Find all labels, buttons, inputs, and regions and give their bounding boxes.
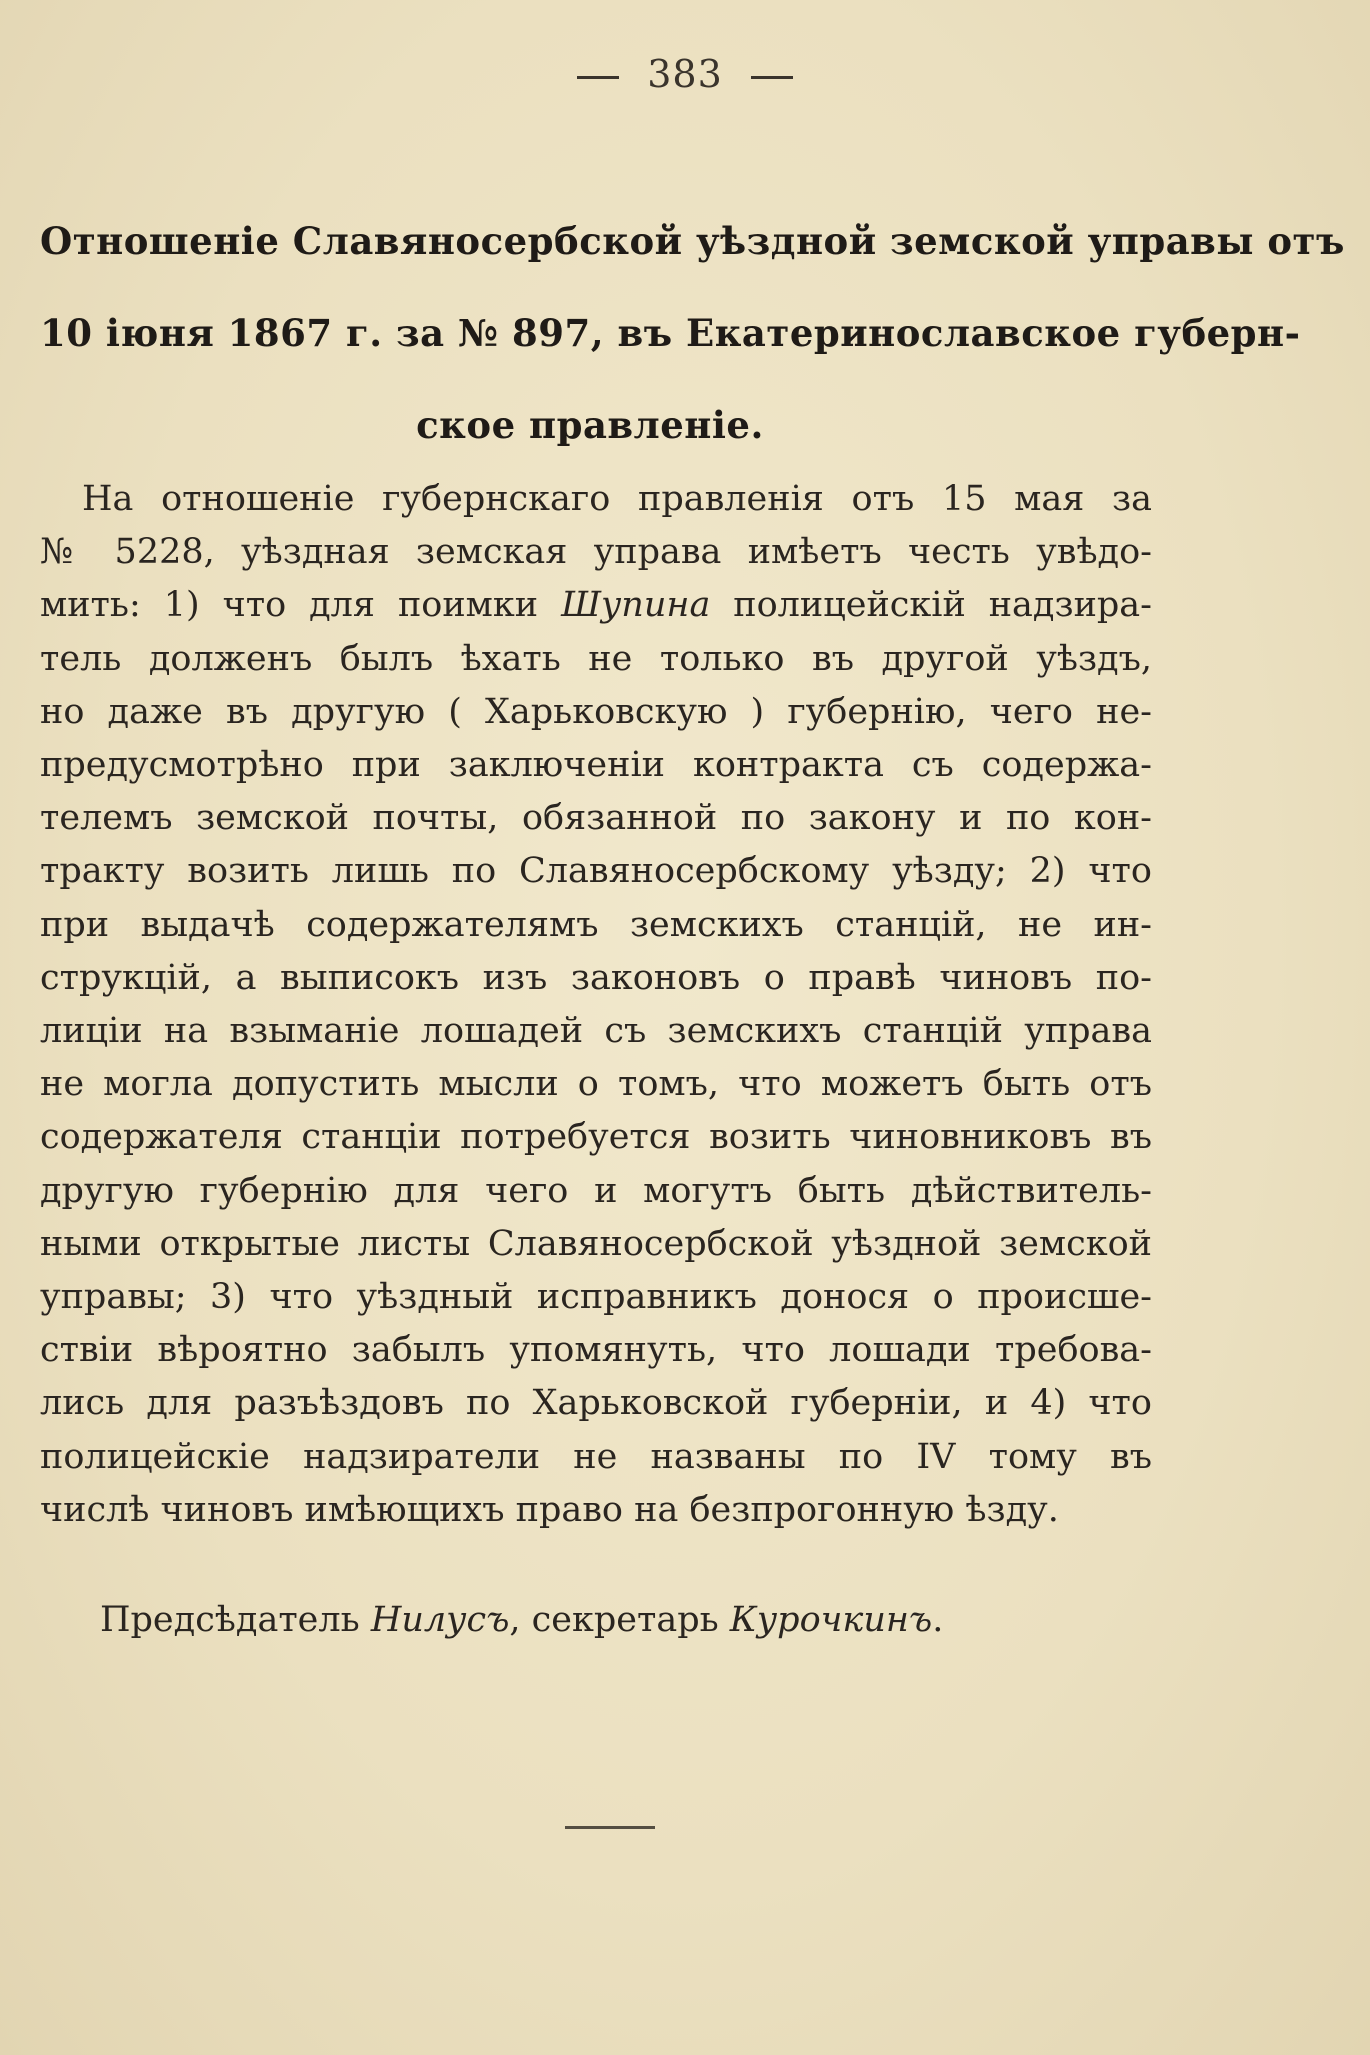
page-number: 383 [647,52,723,96]
body-line-text: но даже въ другую ( Харьковскую ) губернію, чего не- [40,691,1152,732]
body-line [40,579,1152,632]
body-line [40,473,1152,526]
body-line [40,633,1152,686]
title-line: 10 іюня 1867 г. за № 897, въ Екатеринославское губерн- [40,311,1301,355]
body-line [40,1111,1152,1164]
signature-end: . [932,1600,944,1640]
body-line [40,1271,1152,1324]
body-line-text: лиціи на взыманіе лошадей съ земскихъ станцій управа [40,1011,1152,1052]
body-line-text: предусмотрѣно при заключеніи контракта съ содержа- [40,745,1152,786]
body-line-text: полицейскіе надзиратели не названы по IV тому въ [40,1436,1152,1477]
document-title [40,195,1345,471]
body-line-text: управы; 3) что уѣздный исправникъ донося о происше- [40,1277,1152,1318]
body-line-text: струкцій, а выписокъ изъ законовъ о правѣ чиновъ по- [40,957,1152,998]
body-line [40,1377,1152,1430]
chair-name: Нилусъ [370,1600,510,1640]
body-line-text: ными открытые листы Славяносербской уѣздной земской [40,1223,1152,1264]
body-line [40,792,1152,845]
chair-label: Предсѣдатель [100,1600,371,1640]
body-line-text: лись для разъѣздовъ по Харьковской губерніи, и 4) что [40,1383,1152,1424]
body-paragraph [40,473,1152,1537]
body-line [40,1484,1152,1537]
body-line-text: другую губернію для чего и могутъ быть дѣйствитель- [40,1170,1152,1211]
body-line-text: числѣ чиновъ имѣющихъ право на безпрогонную ѣзду. [40,1489,1059,1530]
body-line [40,845,1152,898]
body-line [40,1058,1152,1111]
body-line-text: при выдачѣ содержателямъ земскихъ станцій, не ин- [40,904,1152,945]
header-dash-left [577,76,619,79]
body-line-text: полицейскій надзира- [710,585,1152,626]
body-line [40,1005,1152,1058]
body-line-text: На отношеніе губернскаго правленія отъ 15 мая за [82,479,1152,519]
secretary-name: Курочкинъ [729,1600,933,1640]
header-dash-right [751,76,793,79]
body-line [40,1165,1152,1218]
end-rule [565,1826,655,1829]
body-line-text: не могла допустить мысли о томъ, что можетъ быть отъ [40,1064,1152,1105]
page-header [0,52,1370,96]
title-line: ское правленіе. [416,403,764,447]
signature-line [100,1600,1150,1640]
body-line [40,1324,1152,1377]
body-line [40,899,1152,952]
body-line-text: ствіи вѣроятно забылъ упомянуть, что лошади требова- [40,1330,1152,1371]
body-line-italic: Шупина [561,585,711,626]
body-line [40,1218,1152,1271]
body-line-text: содержателя станціи потребуется возить чиновниковъ въ [40,1117,1152,1158]
body-line [40,1431,1152,1484]
body-line-text: телемъ земской почты, обязанной по закону и по кон- [40,798,1152,839]
body-line-text: тракту возить лишь по Славяносербскому уѣзду; 2) что [40,851,1152,892]
body-line [40,686,1152,739]
body-line-text: № 5228, уѣздная земская управа имѣетъ честь увѣдо- [40,532,1152,573]
signature-separator: , секретарь [509,1600,730,1640]
body-line-text: тель долженъ былъ ѣхать не только въ другой уѣздъ, [40,638,1152,679]
body-line [40,739,1152,792]
title-line: Отношеніе Славяносербской уѣздной земской управы отъ [40,219,1345,263]
body-line [40,952,1152,1005]
body-line [40,526,1152,579]
body-line-text: мить: 1) что для поимки [40,585,562,626]
